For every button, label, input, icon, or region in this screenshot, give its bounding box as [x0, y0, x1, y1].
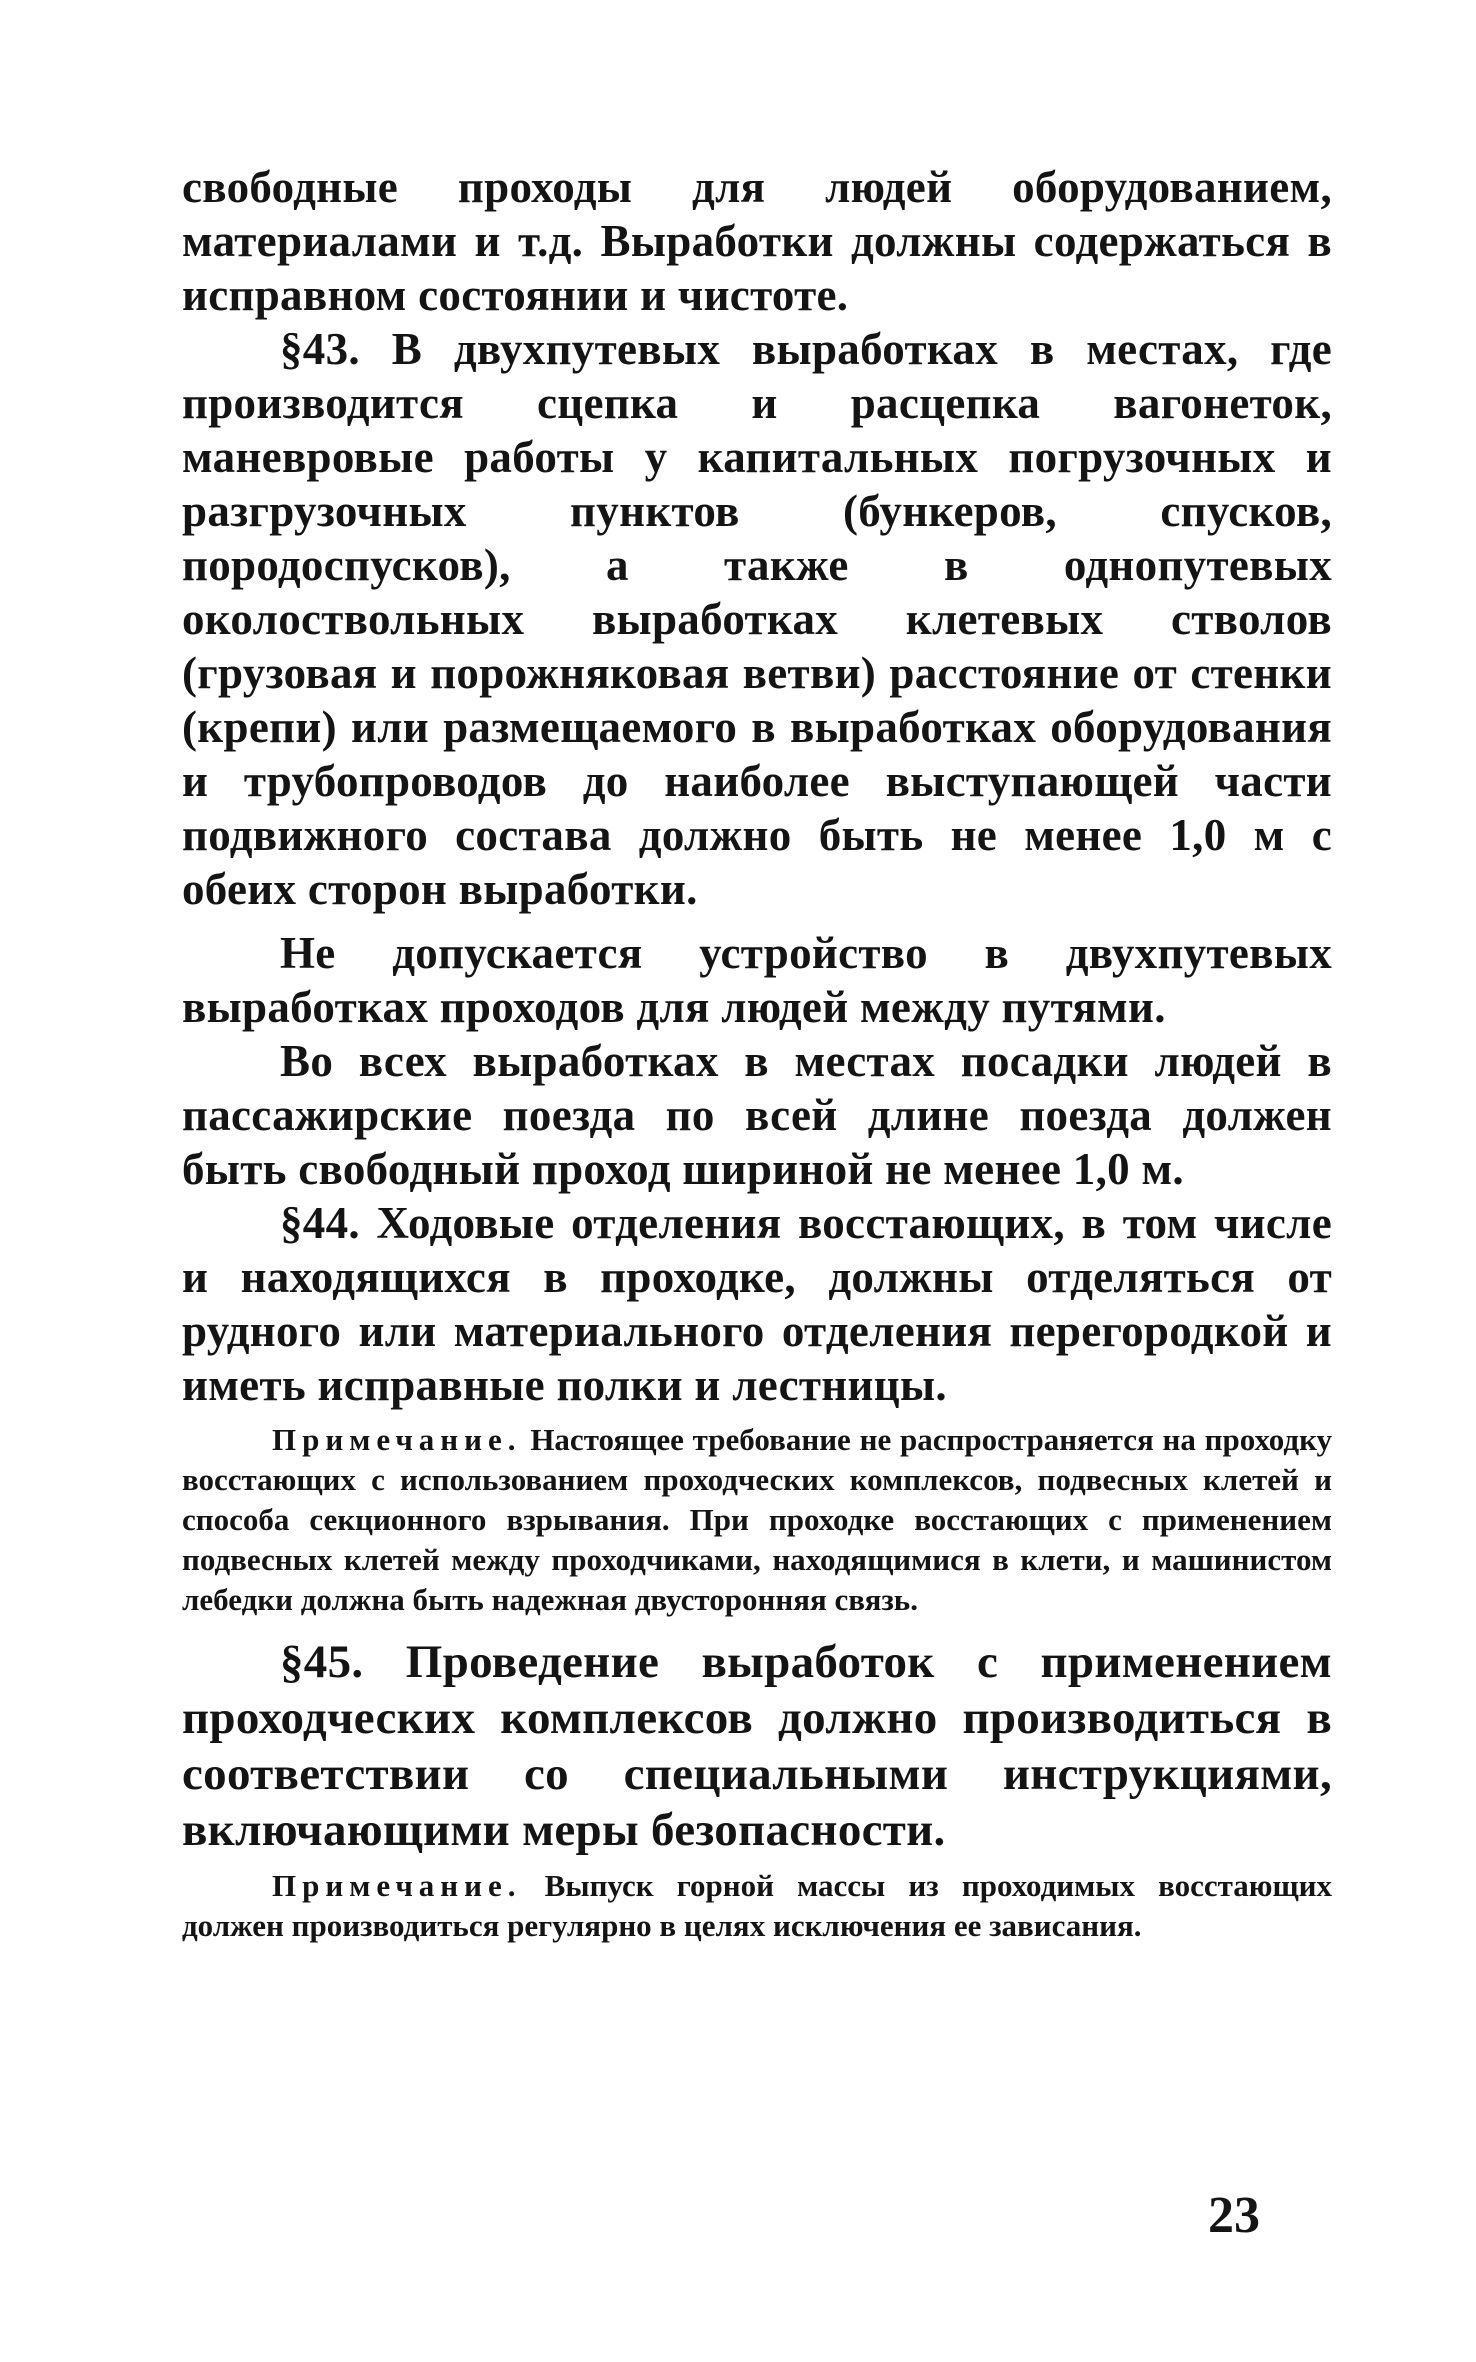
paragraph-no-passages: Не допускается устройство в двухпутевых выработках проходов для людей между путями.	[182, 928, 1332, 1032]
paragraph-45: §45. Проведение выработок с применением проходческих комплексов должно производиться в соответствии со специальными инструкциями, включающими меры безопасности.	[182, 1636, 1332, 1856]
paragraph-43: §43. В двухпутевых выработках в местах, где производится сцепка и расцепка вагонеток, маневровые работы у капитальных погрузочных и разгрузочных пунктов (бункеров, спусков, породоспусков), а также в однопутевых околоствольных выработках клетевых стволов (грузовая и порожняковая ветви) расстояние от стенки (крепи) или размещаемого в выработках оборудования и трубопроводов до наиболее выступающей части подвижного состава должно быть не менее 1,0 м с обеих сторон выработки.	[182, 324, 1332, 914]
note-label: Примечание.	[272, 1422, 522, 1457]
paragraph-continuation: свободные проходы для людей оборудованием, материалами и т.д. Выработки должны содержаться в исправном состоянии и чистоте.	[182, 162, 1332, 320]
note-label: Примечание.	[272, 1868, 522, 1903]
page-body	[182, 160, 1332, 1946]
paragraph-passenger-trains: Во всех выработках в местах посадки людей в пассажирские поезда по всей длине поезда должен быть свободный проход шириной не менее 1,0 м.	[182, 1036, 1332, 1194]
page-number: 23	[1208, 2187, 1260, 2244]
note-45	[182, 1866, 1332, 1946]
note-text: Настоящее требование не распространяется на проходку восстающих с использованием проходческих комплексов, подвесных клетей и способа секционного взрывания. При проходке восстающих с применением подвесных клетей между проходчиками, находящимися в клети, и машинистом лебедки должна быть надежная двусторонняя связь.	[182, 1422, 1332, 1617]
note-44	[182, 1420, 1332, 1620]
paragraph-44: §44. Ходовые отделения восстающих, в том числе и находящихся в проходке, должны отделяться от рудного или материального отделения перегородкой и иметь исправные полки и лестницы.	[182, 1198, 1332, 1410]
note-text: Выпуск горной массы из проходимых восстающих должен производиться регулярно в целях исключения ее зависания.	[182, 1868, 1332, 1943]
